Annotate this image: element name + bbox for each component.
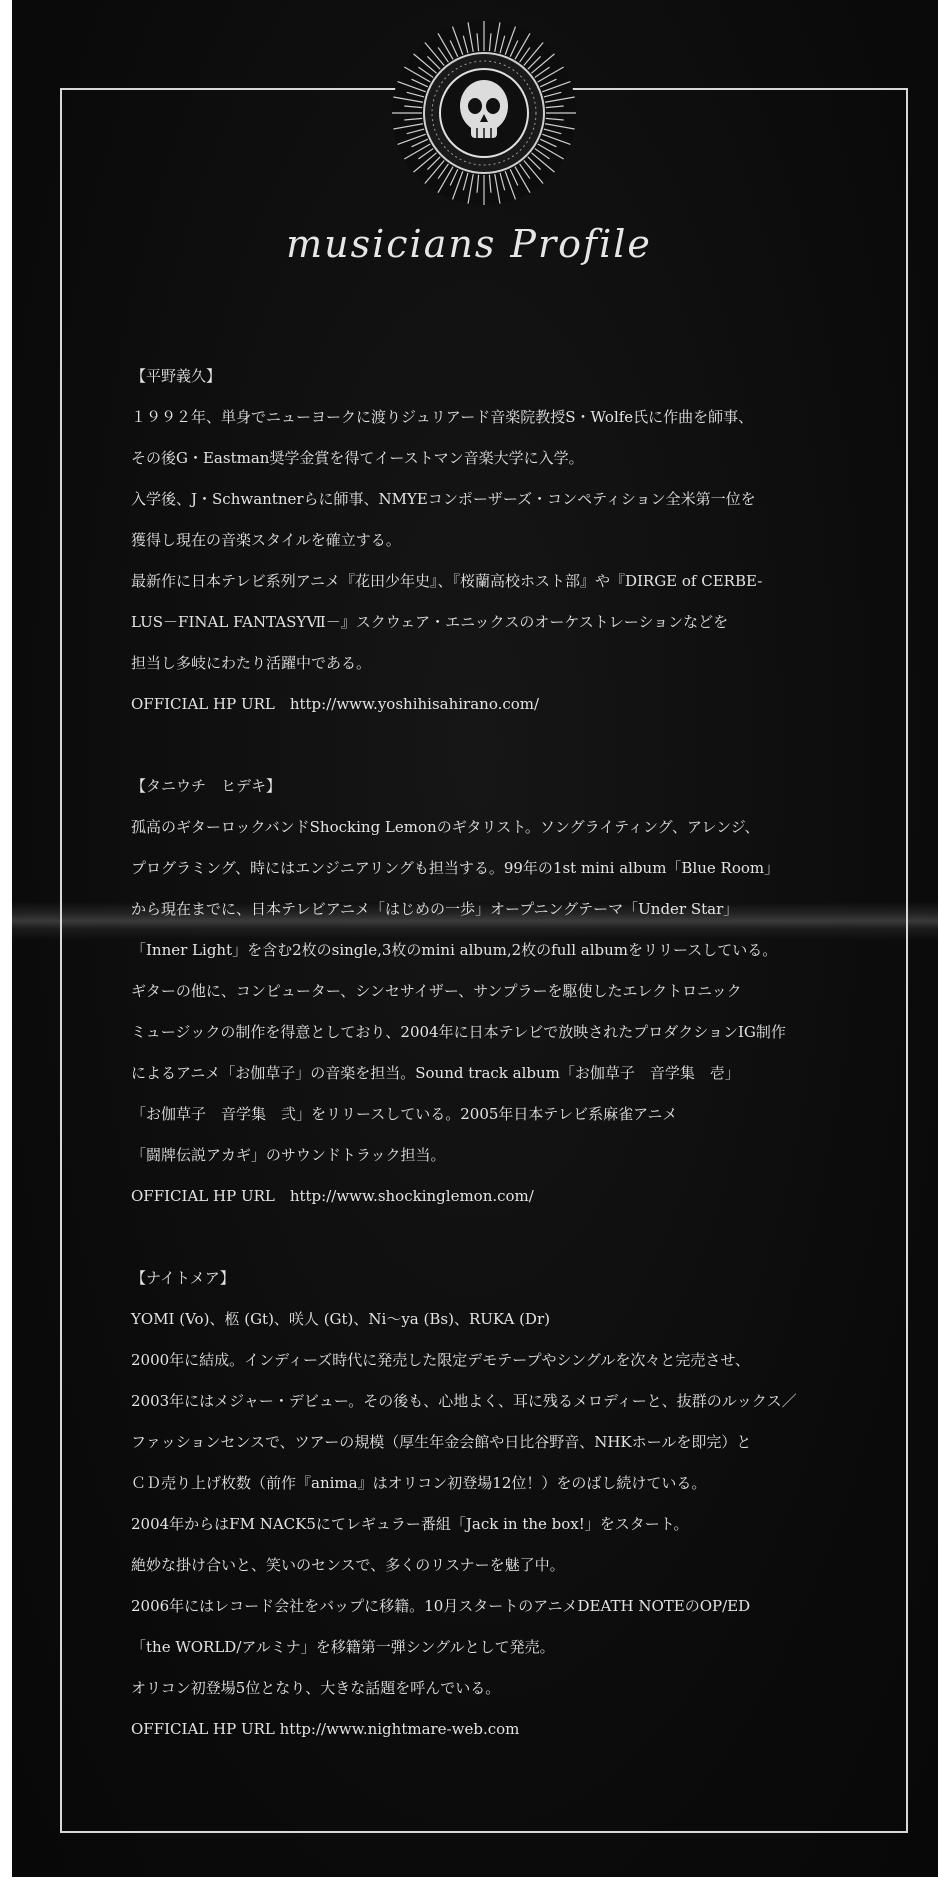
section-heading: 【ナイトメア】 — [131, 1269, 235, 1287]
profile-section-taniuchi — [131, 766, 831, 1217]
profile-line: ＣＤ売り上げ枚数（前作『anima』はオリコン初登場12位！）をのばし続けている。 — [131, 1474, 707, 1492]
page-title: musicians Profile — [286, 222, 652, 266]
official-url: OFFICIAL HP URL http://www.nightmare-web.com — [131, 1720, 520, 1738]
profile-line: その後G・Eastman奨学金賞を得てイーストマン音楽大学に入学。 — [131, 449, 584, 467]
profile-line: プログラミング、時にはエンジニアリングも担当する。99年の1st mini album「Blue Room」 — [131, 859, 780, 877]
profile-line: によるアニメ「お伽草子」の音楽を担当。Sound track album「お伽草子 音学集 壱」 — [131, 1064, 740, 1082]
skull-sunburst-emblem — [389, 18, 579, 208]
official-url: OFFICIAL HP URL http://www.yoshihisahirano.com/ — [131, 695, 540, 713]
profile-line: オリコン初登場5位となり、大きな話題を呼んでいる。 — [131, 1679, 501, 1697]
profile-line: から現在までに、日本テレビアニメ「はじめの一歩」オープニングテーマ「Under Star」 — [131, 900, 739, 918]
profile-line: 2006年にはレコード会社をバップに移籍。10月スタートのアニメDEATH NOTEのOP/ED — [131, 1597, 751, 1615]
profile-content — [131, 356, 831, 1750]
profile-line: ファッションセンスで、ツアーの規模（厚生年金会館や日比谷野音、NHKホールを即完）と — [131, 1433, 752, 1451]
profile-line: ミュージックの制作を得意としており、2004年に日本テレビで放映されたプロダクションIG制作 — [131, 1023, 786, 1041]
profile-line: 孤高のギターロックバンドShocking Lemonのギタリスト。ソングライティング、アレンジ、 — [131, 818, 760, 836]
profile-line: 絶妙な掛け合いと、笑いのセンスで、多くのリスナーを魅了中。 — [131, 1556, 565, 1574]
profile-line: 最新作に日本テレビ系列アニメ『花田少年史』、『桜蘭高校ホスト部』や『DIRGE of CERBE- — [131, 572, 763, 590]
profile-line: 入学後、J・Schwantnerらに師事、NMYEコンポーザーズ・コンペティション全米第一位を — [131, 490, 756, 508]
profile-line: 2004年からはFM NACK5にてレギュラー番組「Jack in the box!」をスタート。 — [131, 1515, 689, 1533]
section-heading: 【タニウチ ヒデキ】 — [131, 777, 282, 795]
profile-line: １９９２年、単身でニューヨークに渡りジュリアード音楽院教授S・Wolfe氏に作曲を師事、 — [131, 408, 754, 426]
profile-line: 2003年にはメジャー・デビュー。その後も、心地よく、耳に残るメロディーと、抜群のルックス／ — [131, 1392, 797, 1410]
profile-line: ギターの他に、コンピューター、シンセサイザー、サンプラーを駆使したエレクトロニック — [131, 982, 742, 1000]
profile-line: YOMI (Vo)、柩 (Gt)、咲人 (Gt)、Ni～ya (Bs)、RUKA (Dr) — [131, 1310, 550, 1328]
profile-line: 担当し多岐にわたり活躍中である。 — [131, 654, 372, 672]
profile-line: 「お伽草子 音学集 弐」をリリースしている。2005年日本テレビ系麻雀アニメ — [131, 1105, 678, 1123]
profile-line: 「Inner Light」を含む2枚のsingle,3枚のmini album,2枚のfull albumをリリースしている。 — [131, 941, 778, 959]
profile-section-nightmare — [131, 1258, 831, 1750]
profile-line: LUS－FINAL FANTASYⅦ－』スクウェア・エニックスのオーケストレーションなどを — [131, 613, 729, 631]
section-heading: 【平野義久】 — [131, 367, 222, 385]
official-url: OFFICIAL HP URL http://www.shockinglemon.com/ — [131, 1187, 534, 1205]
profile-line: 2000年に結成。インディーズ時代に発売した限定デモテープやシングルを次々と完売させ、 — [131, 1351, 750, 1369]
profile-section-hirano — [131, 356, 831, 725]
profile-line: 獲得し現在の音楽スタイルを確立する。 — [131, 531, 401, 549]
profile-line: 「the WORLD/アルミナ」を移籍第一弾シングルとして発売。 — [131, 1638, 555, 1656]
profile-line: 「闘牌伝説アカギ」のサウンドトラック担当。 — [131, 1146, 446, 1164]
